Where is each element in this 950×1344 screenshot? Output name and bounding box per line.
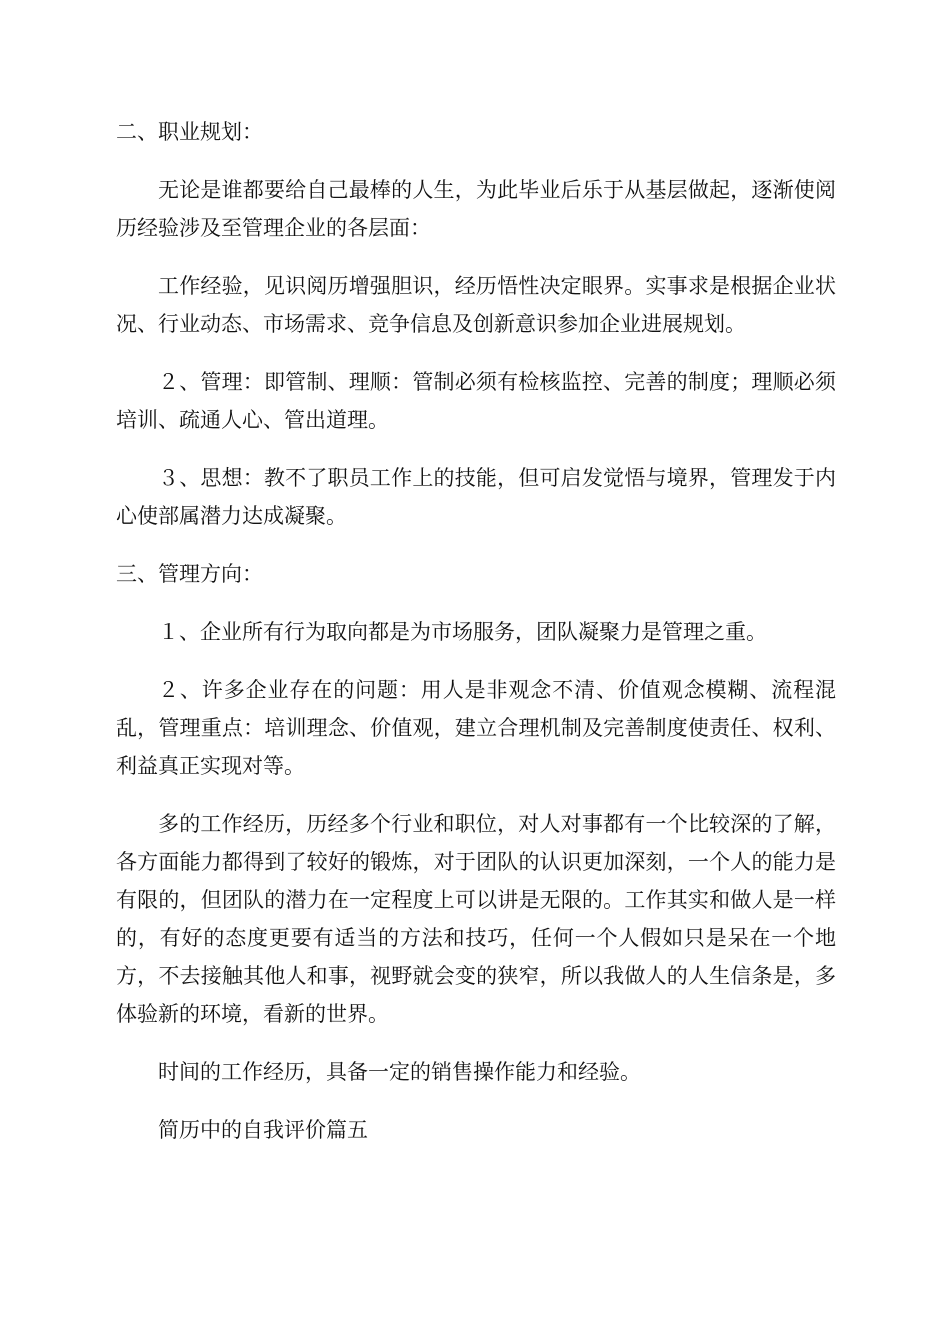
section-heading-management-direction: 三、管理方向： xyxy=(116,562,263,586)
list-item: ２、许多企业存在的问题：用人是非观念不清、价值观念模糊、流程混乱，管理重点：培训理念、价值观，建立合理机制及完善制度使责任、权利、利益真正实现对等。 xyxy=(116,678,836,778)
section-heading-career-planning: 二、职业规划： xyxy=(116,120,263,144)
paragraph: 时间的工作经历，具备一定的销售操作能力和经验。 xyxy=(158,1060,641,1084)
section-title-part-five: 简历中的自我评价篇五 xyxy=(158,1118,368,1142)
paragraph: 多的工作经历，历经多个行业和职位，对人对事都有一个比较深的了解，各方面能力都得到了较好的锻炼，对于团队的认识更加深刻，一个人的能力是有限的，但团队的潜力在一定程度上可以讲是无限的。工作其实和做人是一样的，有好的态度更要有适当的方法和技巧，任何一个人假如只是呆在一个地方，不去接触其他人和事，视野就会变的狭窄，所以我做人的人生信条是，多体验新的环境，看新的世界。 xyxy=(116,812,836,1026)
list-item: ３、思想：教不了职员工作上的技能，但可启发觉悟与境界，管理发于内心使部属潜力达成凝聚。 xyxy=(116,466,836,528)
list-item: ２、管理：即管制、理顺：管制必须有检核监控、完善的制度；理顺必须培训、疏通人心、管出道理。 xyxy=(116,370,836,432)
list-item: １、企业所有行为取向都是为市场服务，团队凝聚力是管理之重。 xyxy=(158,620,767,644)
paragraph: 工作经验，见识阅历增强胆识，经历悟性决定眼界。实事求是根据企业状况、行业动态、市场需求、竞争信息及创新意识参加企业进展规划。 xyxy=(116,274,836,336)
paragraph: 无论是谁都要给自己最棒的人生，为此毕业后乐于从基层做起，逐渐使阅历经验涉及至管理企业的各层面： xyxy=(116,178,836,240)
document-body xyxy=(116,113,836,1169)
